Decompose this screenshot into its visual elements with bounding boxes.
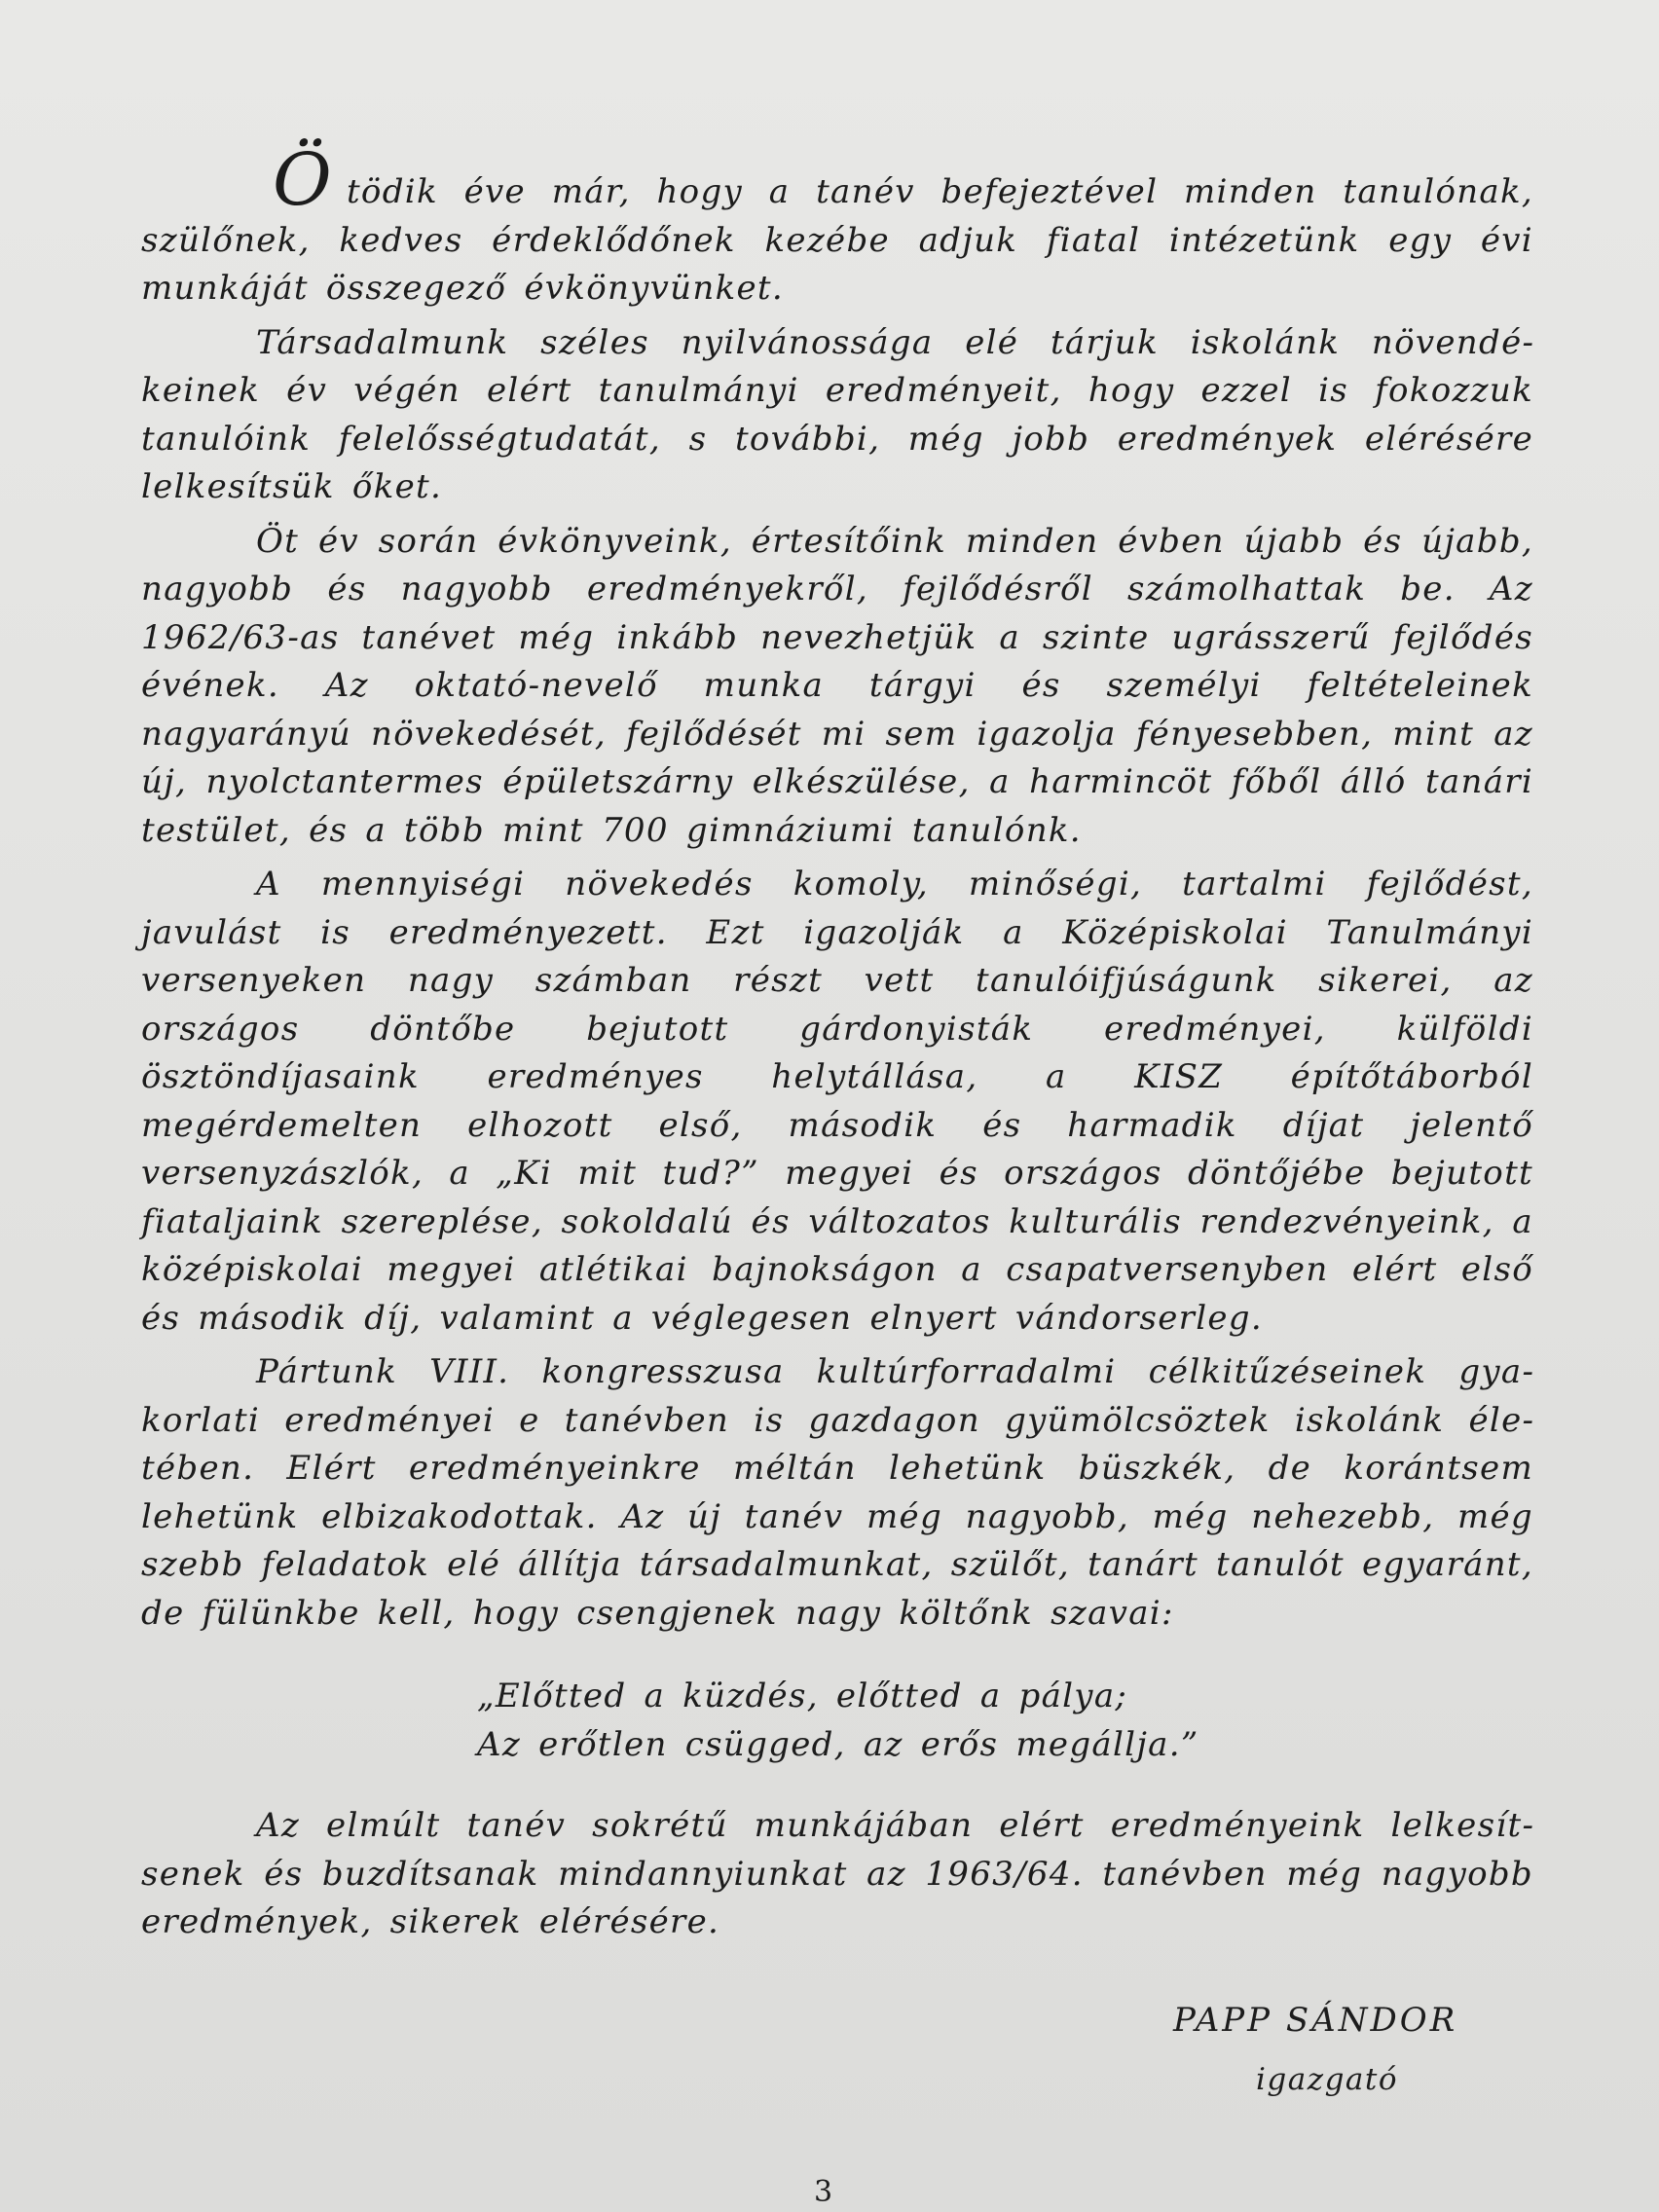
paragraph-intro [141, 138, 1533, 313]
quote-line-1: „Előtted a küzdés, előtted a pálya; [477, 1677, 1128, 1715]
poem-quote [141, 1673, 1533, 1769]
drop-cap: Ö [273, 138, 333, 222]
paragraph-3: Öt év során évkönyveink, értesítőink minden évben újabb és újabb, nagyobb és nagyobb eredményekről, fejlődésről számolhattak be. Az 1962/63-as tanévet még inkább nevezhetjük a szinte ugrásszerű fejlődés évének. Az oktató-nevelő munka tárgyi és személyi feltételeinek nagyarányú növekedését, fejlődését mi sem igazolja fényesebben, mint az új, nyolctantermes épületszárny elkészülése, a harmincöt főből álló tanári testület, és a több mint 700 gimnáziumi tanulónk. [141, 521, 1533, 850]
paragraph-5: Pártunk VIII. kongresszusa kultúrforradalmi célkitűzéseinek gyakorlati eredményei e tanévben is gazdagon gyümölcsöztek iskolánk életében. Elért eredményeinkre méltán lehetünk büszkék, de korántsem lehetünk elbizakodottak. Az új tanév még nagyobb, még nehezebb, még szebb feladatok elé állítja társadalmunkat, szülőt, tanárt tanulót egyaránt, de fülünkbe kell, hogy csengjenek nagy költőnk szavai: [141, 1352, 1533, 1633]
paragraph-4: A mennyiségi növekedés komoly, minőségi, tartalmi fejlődést, javulást is eredményezett. Ezt igazolják a Középiskolai Tanulmányi versenyeken nagy számban részt vett tanulóifjúságunk sikerei, az országos döntőbe bejutott gárdonyisták eredményei, külföldi ösztöndíjasaink eredményes helytállása, a KISZ építőtáborból megérdemelten elhozott első, második és harmadik díjat jelentő versenyzászlók, a „Ki mit tud?” megyei és országos döntőjébe bejutott fiataljaink szereplése, sokoldalú és változatos kulturális rendezvényeink, a középiskolai megyei atlétikai bajnokságon a csapatversenyben elért első és második díj, valamint a véglegesen elnyert vándorserleg. [141, 865, 1533, 1338]
paragraph-2: Társadalmunk széles nyilvánossága elé tárjuk iskolánk növendékeinek év végén elért tanulmányi eredményeit, hogy ezzel is fokozzuk tanulóink felelősségtudatát, s további, még jobb eredmények elérésére lelkesítsük őket. [141, 322, 1533, 506]
paragraph-intro-text: tödik éve már, hogy a tanév befejeztével minden tanulónak, szülőnek, kedves érdeklődőnek kezébe adjuk fiatal intézetünk egy évi munkáját összegező évkönyvünket. [141, 172, 1533, 308]
signature-title: igazgató [1256, 2062, 1399, 2097]
quote-line-2: Az erőtlen csügged, az erős megállja.” [477, 1724, 1199, 1764]
page-number: 3 [814, 2175, 833, 2209]
signature-name: PAPP SÁNDOR [1173, 2001, 1458, 2040]
paragraph-closing: Az elmúlt tanév sokrétű munkájában elért eredményeink lelkesítsenek és buzdítsanak mindannyiunkat az 1963/64. tanévben még nagyobb eredmények, sikerek elérésére. [141, 1806, 1533, 1941]
body-text [141, 138, 1533, 1953]
